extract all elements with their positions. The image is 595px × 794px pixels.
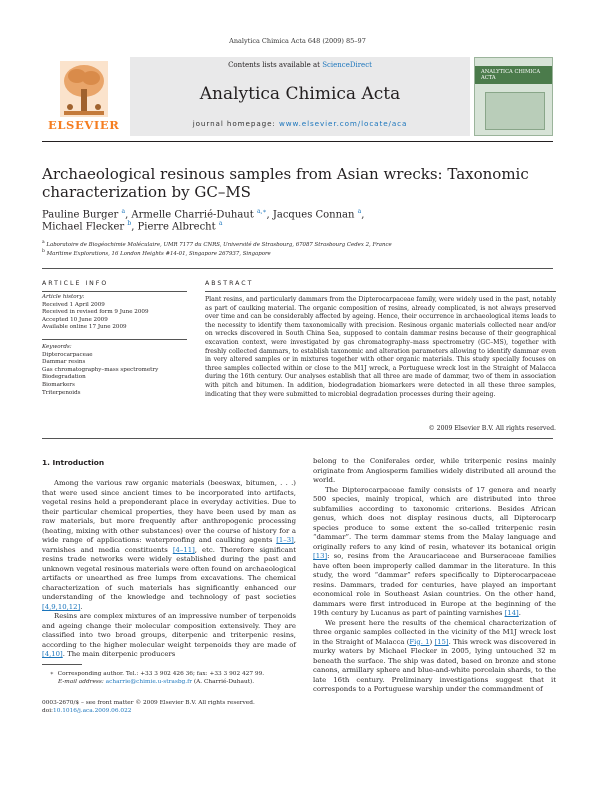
keyword: Dipterocarpaceae [42,351,93,358]
citation-link[interactable]: [4,9,10,12] [42,602,81,611]
abstract-heading: ABSTRACT [205,280,254,287]
text-run: . This wreck was discovered in murky waters by Michael Flecker in 2005, lying untouched 32 m beneath the surface. The ship was dated, based on bronze and stone canons, armillary sphere and blue-and-white porcelain shards, to the late 16th century. Preliminary investigations suggest that it corresponds to a Portuguese warship under the commandment of [313,637,556,693]
keywords-rule [42,339,187,340]
abstract-rule [205,291,556,292]
text-run: . [518,609,521,617]
text-run: Among the various raw organic materials (beeswax, bitumen, . . .) that were used since ancient times to be incorporated into artifacts, vegetal resins held a preponderant place in everyday activities. Due to their particular chemical properties, they have been used by man as raw materials, but more frequently after anthropogenic processing (heating, mixing with other substances) over the course of history for a wide range of applications: waterproofing and caulking agents [42,479,296,544]
body-column-right [313,457,556,695]
citation-link[interactable]: [4,10] [42,650,63,658]
text-run: We present here the results of the chemical characterization of three organic samples collected in the vicinity of the M1J wreck lost in the Straight of Malacca ( [313,618,556,646]
cover-image [485,92,545,130]
email-suffix: (A. Charrié-Duhaut). [192,679,255,685]
citation-link[interactable]: [4–11] [172,545,195,554]
footnote-line [42,670,296,678]
footnote-mark: ∗ [50,671,54,677]
email-label: E-mail address: [58,679,106,685]
journal-title: Analytica Chimica Acta [199,84,401,104]
affiliation-mark: b [42,249,45,254]
keywords-label: Keywords: [42,343,72,350]
issn-line: 0003-2670/$ – see front matter © 2009 Elsevier B.V. All rights reserved. [42,700,255,706]
elsevier-tree-icon [60,61,108,117]
author-affiliation-mark[interactable]: a [357,208,362,215]
author-affiliation-mark[interactable]: a,∗ [256,208,267,215]
journal-info-box [130,57,470,136]
text-run: : so, resins from the Araucariaceae and Burseraceae families have often been improperly called dammar in the literature. In this study, the word “dammar” refers specifically to Dipterocarpaceae resins. Dammars, traded for centuries, have played an important economical role in Southeast Asian countries. On the other hand, dammars were first introduced in Europe at the beginning of the 19th century by Lucanus as part of painting varnishes [313,552,556,617]
article-info-heading: ARTICLE INFO [42,280,109,287]
issn-block [42,699,296,715]
history-item: Received 1 April 2009 [42,301,105,308]
footnote-rule [42,664,82,665]
contents-line [130,61,470,69]
affiliation-text: Laboratoire de Biogéochimie Moléculaire, UMR 7177 du CNRS, Université de Strasbourg, 67087 Strasbourg Cedex 2, France [46,241,392,248]
abstract-text: Plant resins, and particularly dammars from the Dipterocarpaceae family, were widely used in the past, notably as part of caulking material. The organic composition of resins, already complicated, is not always preserved over time and can be considerably affected by ageing. Hence, their occurrence in archaeological items leads to the necessity to identify them taxonomically with precision. Resinous organic materials collected near and/or on wrecks discovered in South China Sea, supposed to contain dammar resins because of their geographical excavation context, were investigated by gas chromatography–mass spectrometry (GC–MS), together with freshly collected dammars, to establish taxonomic and alteration parameters allowing to identify dammar even in very altered samples or in mixtures together with other organic materials. This study specially focuses on three samples collected within or close to the M1J wreck, a Portuguese wreck lost in the Straight of Malacca during the 16th century. Our analyses establish that all three are made of dammar, two of them in association with pitch and bitumen. In addition, biodegradation biomarkers were detected in all these three samples, indicating that they were submitted to microbial degradation processes during their ageing. [205,296,556,398]
paragraph [42,479,296,612]
text-run: Resins are complex mixtures of an impressive number of terpenoids and ageing change their molecular composition extensively. They are classified into two broad groups, diterpenic and triterpenic resins, according to the higher molecular weight terpenoids they are made of [42,612,296,649]
keyword: Dammar resins [42,359,86,366]
author-name[interactable]: Pauline Burger [42,209,119,221]
elsevier-wordmark: ELSEVIER [48,118,120,132]
elsevier-logo [42,57,126,136]
text-run: . [80,602,83,611]
journal-homepage [130,119,470,128]
affiliation [42,247,562,259]
author-affiliation-mark[interactable]: a [121,208,126,215]
abstract-copyright: © 2009 Elsevier B.V. All rights reserved. [428,425,556,432]
author-name[interactable]: Pierre Albrecht [137,221,216,233]
journal-masthead [42,57,553,136]
citation-link[interactable]: [15] [434,637,449,646]
author-name[interactable]: Armelle Charrié-Duhaut [131,209,254,221]
affiliation-text: Maritime Explorations, 16 London Heights #14-01, Singapore 267937, Singapore [46,250,271,257]
affiliation-mark: a [42,240,45,245]
email-link[interactable]: acharrie@chimie.u-strasbg.fr [105,679,192,685]
paragraph [42,612,296,660]
corresponding-author-footnote [42,670,296,686]
author-name[interactable]: Michael Flecker [42,221,125,233]
text-run: , varnishes and media constituents [42,536,296,554]
citation-link[interactable]: [1–3] [276,536,294,544]
keyword: Gas chromatography–mass spectrometry [42,366,159,373]
front-matter-rule [42,268,553,269]
article-info [42,294,182,397]
masthead-rule [42,141,553,142]
journal-cover-thumbnail [474,57,553,136]
paragraph [313,619,556,695]
author-affiliation-mark[interactable]: a [218,220,223,228]
citation-link[interactable]: [14] [504,609,519,617]
doi-link[interactable]: 10.1016/j.aca.2009.06.022 [53,708,132,714]
footnote-text: Corresponding author. Tel.: +33 3 902 426 36; fax: +33 3 902 427 99. [57,671,265,677]
body-column-left [42,479,296,660]
author-name[interactable]: Jacques Connan [272,209,355,221]
text-run: The Dipterocarpaceae family consists of 17 genera and nearly 500 species, mainly tropical, which are distributed into three subfamilies according to taxonomic criterions. Besides African genus, which does not display resinous ducts, all Dipterocarp species produce to some extent the so-called triterpenic resin “dammar”. The term dammar stems from the Malay language and originally refers to any kind of resin, whatever its botanical origin [313,485,556,551]
author-affiliation-mark[interactable]: b [127,220,132,228]
homepage-link[interactable]: www.elsevier.com/locate/aca [278,119,408,128]
paragraph [313,486,556,619]
history-label: Article history: [42,294,85,300]
keyword: Biomarkers [42,381,75,388]
text-run: , etc. Therefore significant resins trade networks were widely established during the past and unknown vegetal resinous materials were often found on archaeological artifacts or unearthed as free lumps from excavations. The chemical characterization of such materials has significantly enhanced our understanding of the knowledge and technology of past societies [42,545,297,601]
doi-line [42,707,296,715]
figure-link[interactable]: Fig. 1 [409,637,430,646]
sciencedirect-link[interactable]: ScienceDirect [322,61,372,69]
article-info-rule [42,291,187,292]
homepage-prefix: journal homepage: [192,119,279,128]
history-item: Available online 17 June 2009 [42,324,127,331]
keyword: Biodegradation [42,374,86,381]
history-item: Accepted 10 June 2009 [42,316,108,323]
article-title: Archaeological resinous samples from Asian wrecks: Taxonomic characterization by GC–MS [42,165,529,201]
text-run: . The main diterpenic producers [62,650,176,658]
paragraph: belong to the Coniferales order, while triterpenic resins mainly originate from Angiosperm families widely distributed all around the world. [313,457,556,484]
cover-title: ANALYTICA CHIMICA ACTA [481,69,541,81]
contents-prefix: Contents lists available at [228,61,323,69]
keyword: Triterpenoids [42,389,81,396]
abstract-end-rule [42,438,553,439]
running-head: Analytica Chimica Acta 648 (2009) 85–97 [229,37,366,45]
footnote-line [42,678,296,686]
section-heading-introduction: 1. Introduction [42,458,105,467]
author-list: Pauline Burger $^a$, Armelle Charrié-Duhaut $^{a,∗}$, Jacques Connan $^a$, Michael Flecker $^b$, Pierre Albrecht $^a$ [42,208,365,233]
citation-link[interactable]: [13] [313,552,328,560]
text-run: ) [429,637,435,646]
doi-label: doi: [42,708,54,714]
history-item: Received in revised form 9 June 2009 [42,309,149,316]
